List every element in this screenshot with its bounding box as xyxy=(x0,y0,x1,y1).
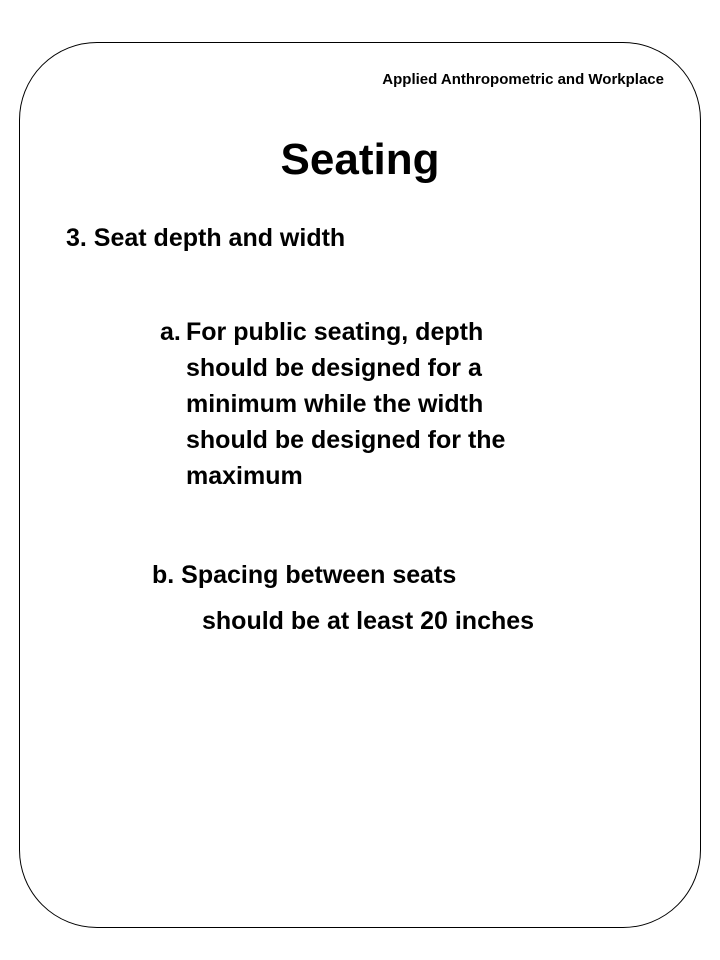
section-heading: 3. Seat depth and width xyxy=(66,224,346,252)
course-title: Applied Anthropometric and Workplace xyxy=(382,71,664,88)
slide-title: Seating xyxy=(280,135,440,184)
bullet-point-a-line xyxy=(160,314,630,350)
bullet-point-a-line: should be designed for a xyxy=(186,354,482,382)
bullet-point-b-line: should be at least 20 inches xyxy=(202,607,535,635)
bullet-point-a-line: maximum xyxy=(186,462,303,490)
bullet-point-a-line: minimum while the width xyxy=(186,390,484,418)
bullet-marker-a: a. xyxy=(160,318,181,346)
bullet-point-b xyxy=(152,552,534,644)
bullet-point-a xyxy=(160,314,630,494)
bullet-point-a-text: For public seating, depth xyxy=(186,318,484,346)
bullet-point-b-line: b. Spacing between seats xyxy=(152,561,457,589)
bullet-point-a-line: should be designed for the xyxy=(186,426,506,454)
